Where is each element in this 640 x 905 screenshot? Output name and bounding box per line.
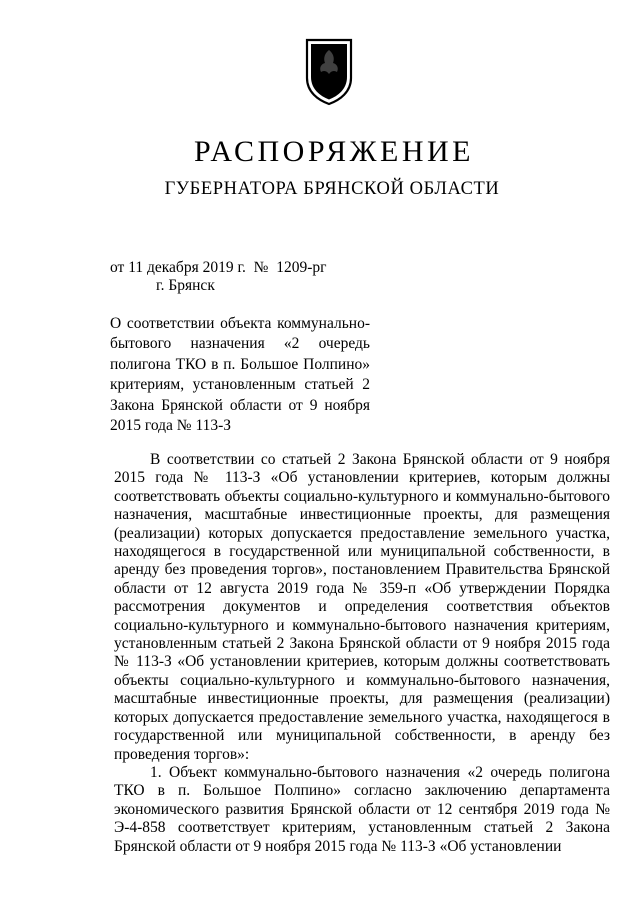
document-city: г. Брянск bbox=[156, 277, 215, 294]
document-subject: О соответствии объекта коммунально-бытового назначения «2 очередь полигона ТКО в п. Большое Полпино» критериям, установленным статьей 2 Закона Брянской области от 9 ноября 2015 года № 113-З bbox=[110, 315, 370, 435]
document-title: РАСПОРЯЖЕНИЕ bbox=[193, 135, 475, 168]
coat-of-arms-icon bbox=[304, 38, 354, 106]
document-date-number: от 11 декабря 2019 г. № 1209-рг bbox=[110, 259, 327, 276]
body-paragraph: В соответствии со статьей 2 Закона Брянской области от 9 ноября 2015 года № 113-З «Об установлении критериев, которым должны соответствовать объекты социально-культурного и коммунально-бытового назначения, масштабные инвестиционные проекты, для размещения (реализации) которых допускается предоставление земельного участка, находящегося в государственной или муниципальной собственности, в аренду без проведения торгов», постановлением Правительства Брянской области от 12 августа 2019 года № 359-п «Об утверждении Порядка рассмотрения документов и определения соответствия объектов социально-культурного и коммунально-бытового назначения критериям, установленным статьей 2 Закона Брянской области от 9 ноября 2015 года № 113-З «Об установлении критериев, которым должны соответствовать объекты социально-культурного и коммунально-бытового назначения, масштабные инвестиционные проекты, для размещения (реализации) которых допускается предоставление земельного участка, находящегося в государственной или муниципальной собственности, в аренду без проведения торгов»: bbox=[114, 451, 610, 763]
body-paragraph-item-1: 1. Объект коммунально-бытового назначения «2 очередь полигона ТКО в п. Большое Полпино» согласно заключению департамента экономического развития Брянской области от 12 сентября 2019 года № Э-4-858 соответствует критериям, установленным статьей 2 Закона Брянской области от 9 ноября 2015 года № 113-З «Об установлении bbox=[114, 764, 610, 855]
document-subtitle: ГУБЕРНАТОРА БРЯНСКОЙ ОБЛАСТИ bbox=[164, 179, 500, 199]
